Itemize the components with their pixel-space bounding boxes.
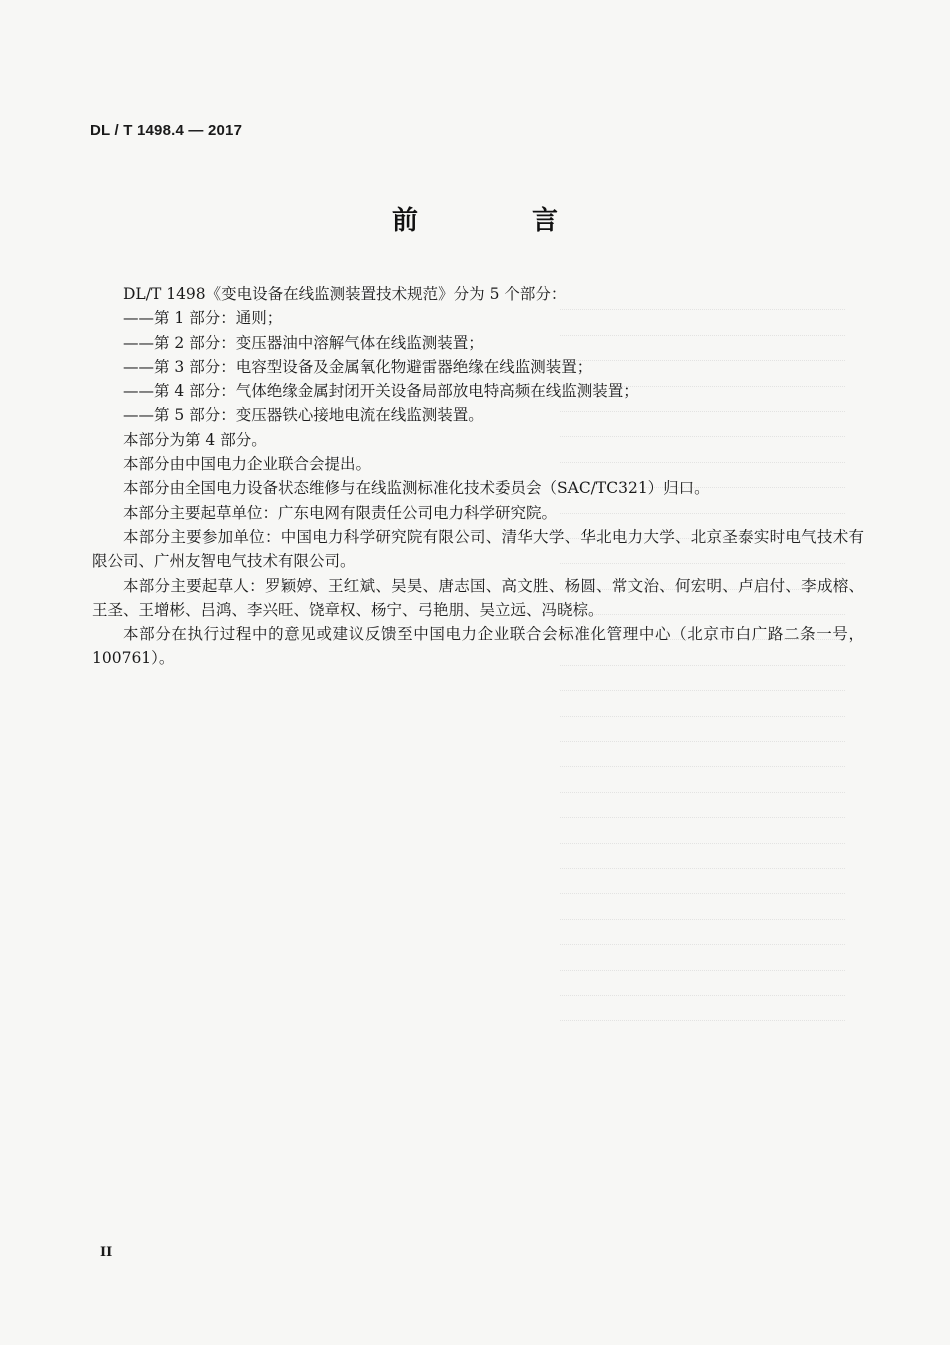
paragraph-intro: DL/T 1498《变电设备在线监测装置技术规范》分为 5 个部分： <box>123 285 567 303</box>
foreword-body <box>92 282 864 671</box>
list-item-part-4: ——第 4 部分：气体绝缘金属封闭开关设备局部放电特高频在线监测装置； <box>123 382 639 401</box>
paragraph-drafters: 本部分主要起草人：罗颖婷、王红斌、吴昊、唐志国、高文胜、杨圆、常文治、何宏明、卢启付、李成榕、王圣、王增彬、吕鸿、李兴旺、饶章权、杨宁、弓艳朋、吴立远、冯晓棕。 <box>92 576 864 619</box>
paragraph-feedback: 本部分在执行过程中的意见或建议反馈至中国电力企业联合会标准化管理中心（北京市白广路二条一号，100761）。 <box>92 625 864 668</box>
paragraph-this-part: 本部分为第 4 部分。 <box>123 430 267 449</box>
paragraph-participating-units: 本部分主要参加单位：中国电力科学研究院有限公司、清华大学、华北电力大学、北京圣泰实时电气技术有限公司、广州友智电气技术有限公司。 <box>92 527 864 571</box>
page-number: II <box>100 1245 113 1260</box>
list-item-part-3: ——第 3 部分：电容型设备及金属氧化物避雷器绝缘在线监测装置； <box>123 357 593 376</box>
standard-number-header: DL / T 1498.4 — 2017 <box>90 122 243 139</box>
page-title: 前 言 <box>391 206 602 236</box>
paragraph-under-jurisdiction: 本部分由全国电力设备状态维修与在线监测标准化技术委员会（SAC/TC321）归口。 <box>123 479 710 498</box>
paragraph-proposed-by: 本部分由中国电力企业联合会提出。 <box>123 455 372 474</box>
paragraph-drafting-unit: 本部分主要起草单位：广东电网有限责任公司电力科学研究院。 <box>123 503 558 522</box>
list-item-part-5: ——第 5 部分：变压器铁心接地电流在线监测装置。 <box>123 406 484 425</box>
list-item-part-2: ——第 2 部分：变压器油中溶解气体在线监测装置； <box>123 333 484 352</box>
list-item-part-1: ——第 1 部分：通则； <box>123 309 283 328</box>
